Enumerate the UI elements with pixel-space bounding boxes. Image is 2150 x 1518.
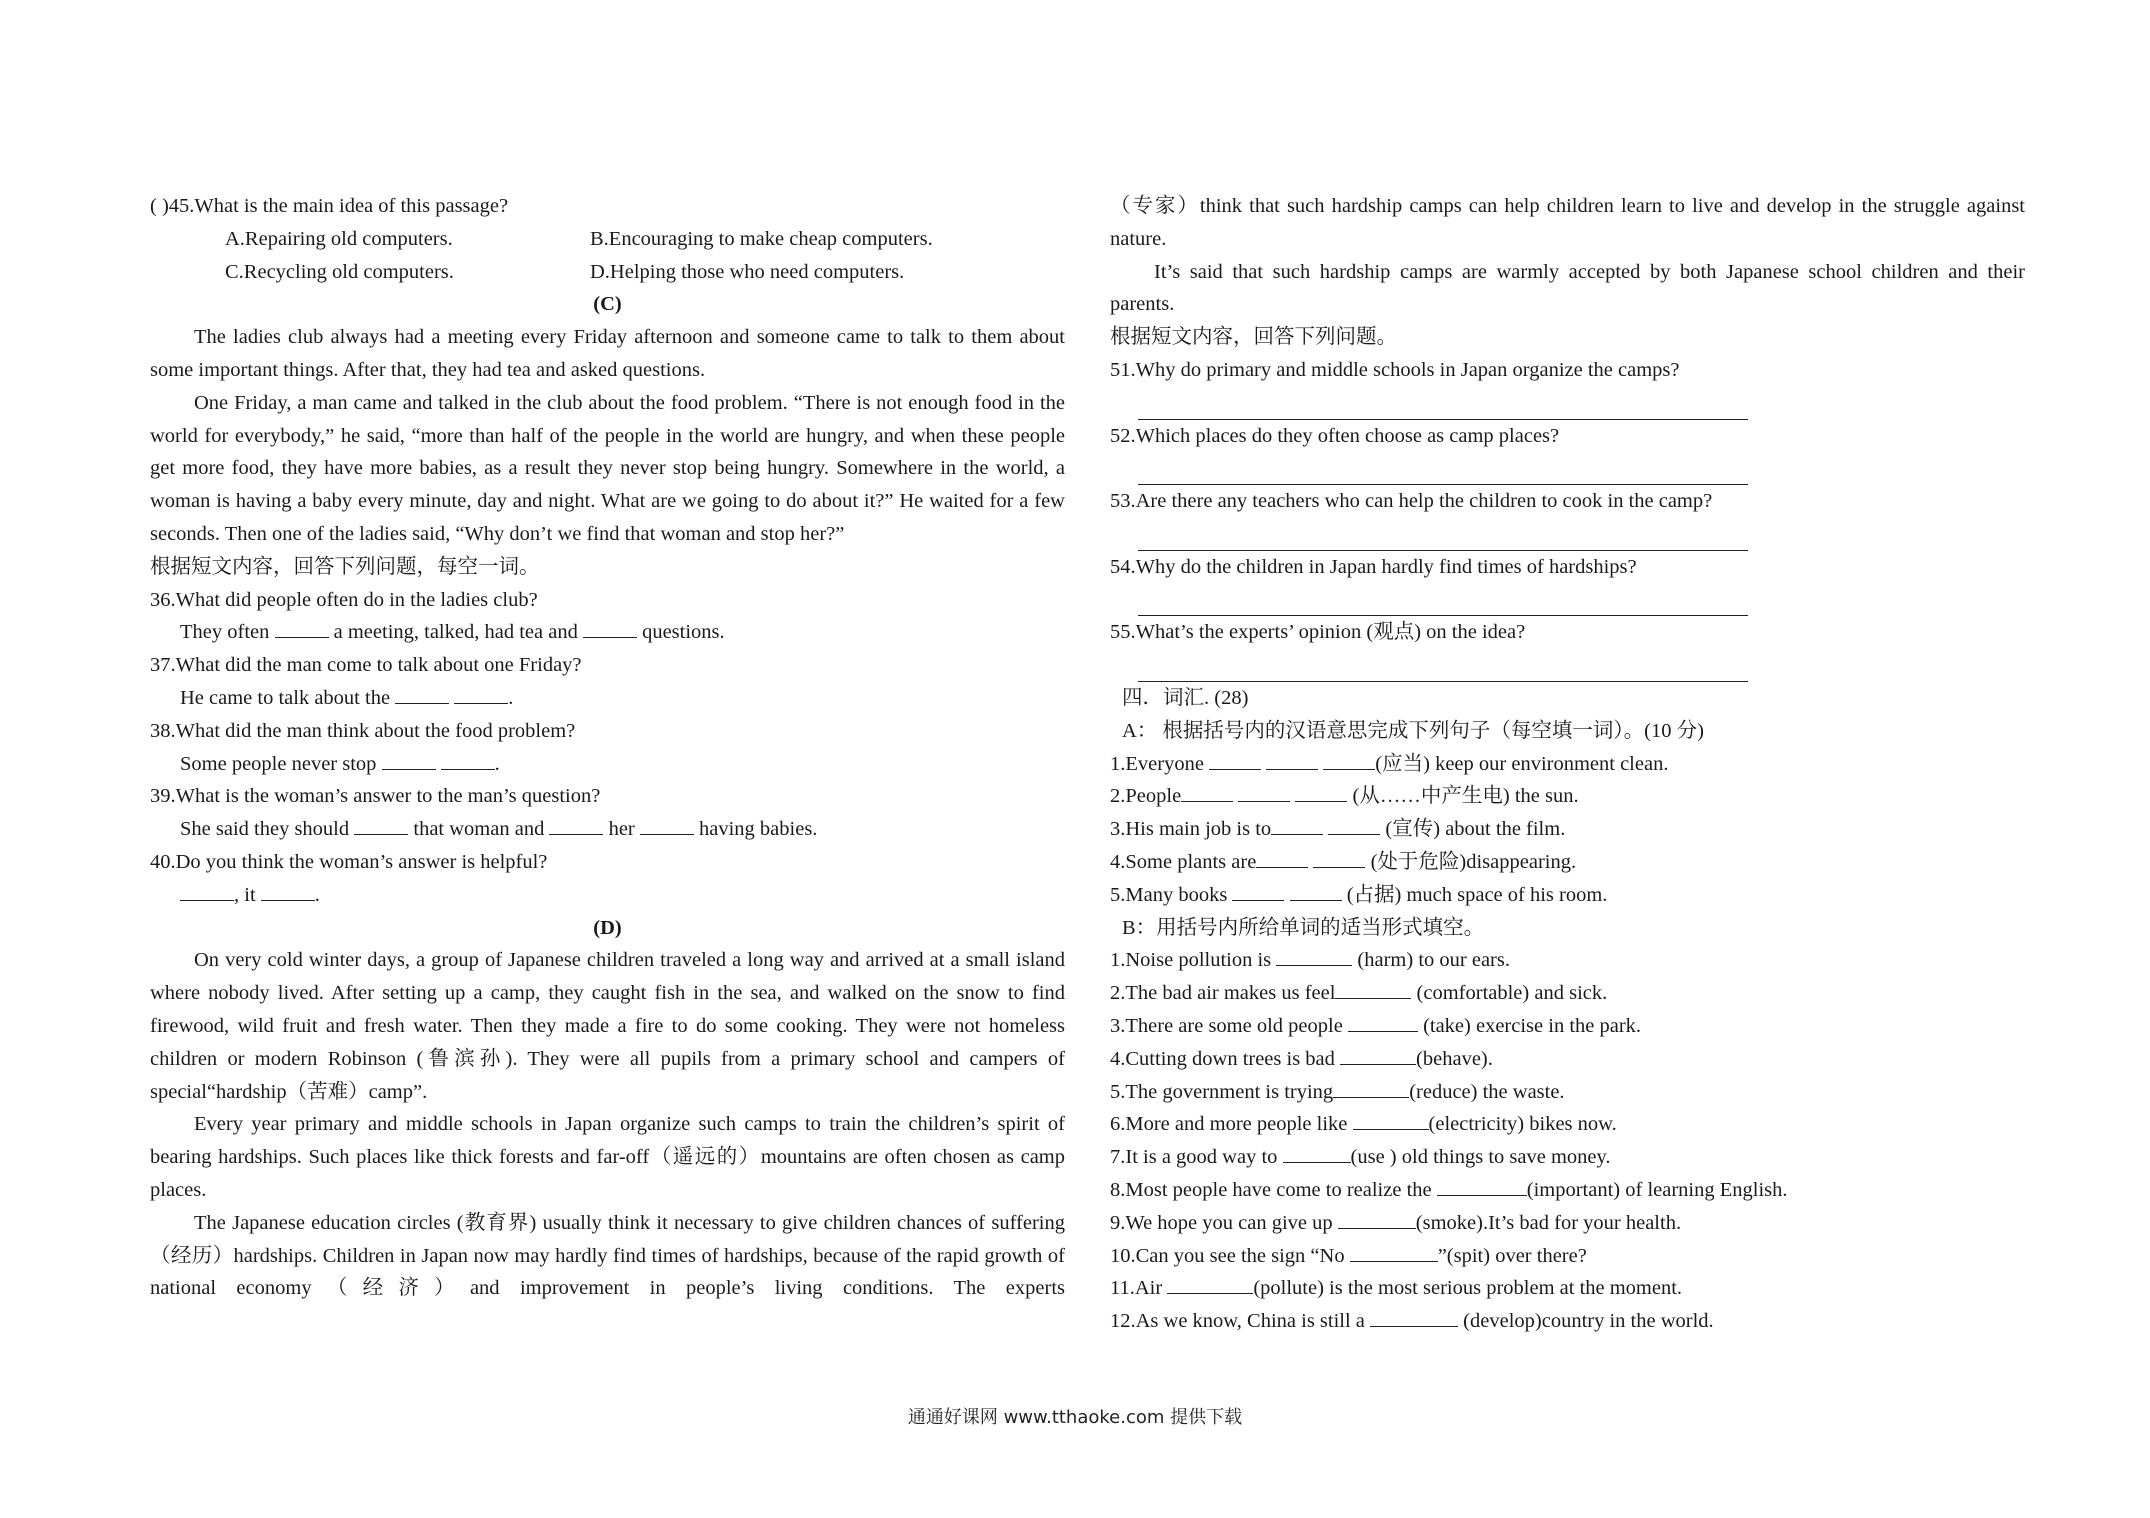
vocab-a-1-blank-3[interactable] (1323, 751, 1375, 770)
answer-line-55[interactable] (1138, 649, 1748, 682)
q45-option-b: B.Encouraging to make cheap computers. (590, 227, 933, 250)
vocab-a-1-blank-2[interactable] (1266, 751, 1318, 770)
q45-options (150, 223, 1065, 289)
vocab-a-1-text-1: 1.Everyone (1110, 752, 1204, 775)
passage-d-paragraph-3: The Japanese education circles (教育界) usually think it necessary to give children chances of suffering（经历）hardships. Children in Japan now may hardly find times of hardships, because of the rapid growth of national economy（经济）and improvement in people’s living conditions. The experts (150, 1211, 1065, 1300)
vocab-b-8-text-2: (important) of learning English. (1526, 1178, 1788, 1201)
vocab-a-3-text-2: (宣传) about the film. (1385, 818, 1566, 841)
answer-40-text-1: , it (234, 883, 256, 906)
answer-line-52[interactable] (1138, 452, 1748, 485)
vocab-b-11-text-2: (pollute) is the most serious problem at the moment. (1253, 1277, 1683, 1300)
question-52: 52.Which places do they often choose as camp places? (1110, 424, 1560, 447)
passage-c-instructions: 根据短文内容，回答下列问题，每空一词。 (150, 555, 540, 578)
vocab-a-4-text-1: 4.Some plants are (1110, 850, 1257, 873)
answer-39-blank-3[interactable] (640, 816, 694, 835)
vocab-b-3 (1110, 1010, 2025, 1043)
vocab-a-2-text-2: (从……中产生电) the sun. (1352, 785, 1579, 808)
passage-d-instructions: 根据短文内容，回答下列问题。 (1110, 326, 1397, 349)
vocab-b-6-text-1: 6.More and more people like (1110, 1113, 1348, 1136)
answer-38-blank-2[interactable] (441, 751, 495, 770)
vocab-b-10-text-1: 10.Can you see the sign “No (1110, 1244, 1345, 1267)
vocab-b-8-blank[interactable] (1437, 1177, 1527, 1196)
vocab-a-2-text-1: 2.People (1110, 785, 1182, 808)
vocab-a-3-blank-1[interactable] (1271, 816, 1323, 835)
vocab-b-2-blank[interactable] (1335, 980, 1411, 999)
answer-39-text-3: her (608, 818, 635, 841)
vocab-b-5-blank[interactable] (1333, 1079, 1409, 1098)
vocab-b-5-text-2: (reduce) the waste. (1409, 1080, 1565, 1103)
answer-37-blank-2[interactable] (454, 685, 508, 704)
vocab-a-5-blank-2[interactable] (1290, 882, 1342, 901)
section-c-heading: (C) (593, 293, 622, 316)
vocab-b-11-text-1: 11.Air (1110, 1277, 1163, 1300)
question-38: 38.What did the man think about the food problem? (150, 719, 576, 742)
q45-stem: ( )45.What is the main idea of this passage? (150, 195, 509, 217)
vocab-a-5-blank-1[interactable] (1232, 882, 1284, 901)
vocab-a-1 (1110, 748, 2025, 781)
vocab-a-3-blank-2[interactable] (1328, 816, 1380, 835)
vocab-b-7 (1110, 1141, 2025, 1174)
vocab-a-4-blank-2[interactable] (1313, 849, 1365, 868)
vocab-a-3 (1110, 813, 2025, 846)
answer-line-54[interactable] (1138, 584, 1748, 617)
vocab-b-12 (1110, 1305, 2025, 1338)
question-55: 55.What’s the experts’ opinion (观点) on the idea? (1110, 621, 1526, 644)
vocab-b-9-text-1: 9.We hope you can give up (1110, 1211, 1333, 1234)
question-40: 40.Do you think the woman’s answer is helpful? (150, 850, 548, 873)
answer-39-blank-1[interactable] (354, 816, 408, 835)
vocab-a-2-blank-3[interactable] (1295, 783, 1347, 802)
vocab-a-4 (1110, 846, 2025, 879)
passage-c-paragraph-2: One Friday, a man came and talked in the club about the food problem. “There is not enough food in the world for everybody,” he said, “more than half of the people in the world are hungry, and when these people get more food, they have more babies, as a result they never stop being hungry. Somewhere in the world, a woman is having a baby every minute, day and night. What are we going to do about it?” He waited for a few seconds. Then one of the ladies said, “Why don’t we find that woman and stop her?” (150, 391, 1065, 545)
answer-38-blank-1[interactable] (382, 751, 436, 770)
answer-39-text-4: having babies. (699, 818, 818, 841)
q45-option-d: D.Helping those who need computers. (590, 260, 905, 283)
answer-39-text-1: She said they should (180, 818, 350, 841)
vocab-b-12-blank[interactable] (1370, 1308, 1458, 1327)
answer-36-blank-2[interactable] (583, 619, 637, 638)
question-36: 36.What did people often do in the ladies club? (150, 588, 538, 611)
vocab-b-2-text-2: (comfortable) and sick. (1416, 982, 1608, 1005)
answer-40-blank-2[interactable] (261, 882, 315, 901)
question-37: 37.What did the man come to talk about one Friday? (150, 654, 582, 677)
vocab-b-5-text-1: 5.The government is trying (1110, 1080, 1334, 1103)
vocab-b-1 (1110, 944, 2025, 977)
answer-38: Some people never stop . (180, 752, 500, 775)
page-footer: 通通好课网 www.tthaoke.com 提供下载 (907, 1407, 1243, 1428)
answer-line-53[interactable] (1138, 518, 1748, 551)
vocab-b-10-blank[interactable] (1350, 1243, 1438, 1262)
vocab-b-2-text-1: 2.The bad air makes us feel (1110, 982, 1336, 1005)
vocab-b-4-text-1: 4.Cutting down trees is bad (1110, 1047, 1335, 1070)
answer-40-blank-1[interactable] (180, 882, 234, 901)
question-39: 39.What is the woman’s answer to the man’s question? (150, 785, 601, 808)
vocab-a-2-blank-2[interactable] (1238, 783, 1290, 802)
vocab-b-3-blank[interactable] (1348, 1013, 1418, 1032)
vocab-a-5 (1110, 879, 2025, 912)
right-column (1110, 190, 2025, 1338)
q45-option-a: A.Repairing old computers. (225, 227, 453, 250)
answer-37-text-1: He came to talk about the (180, 686, 391, 709)
vocab-b-9 (1110, 1207, 2025, 1240)
vocab-b-11 (1110, 1272, 2025, 1305)
q45-option-c: C.Recycling old computers. (225, 260, 454, 283)
vocab-a-1-text-2: (应当) keep our environment clean. (1375, 752, 1669, 775)
part-a-instructions: A： 根据括号内的汉语意思完成下列句子（每空填一词）。(10 分) (1122, 719, 1704, 742)
vocab-b-4-blank[interactable] (1340, 1046, 1416, 1065)
answer-36-blank-1[interactable] (275, 619, 329, 638)
vocab-b-5 (1110, 1076, 2025, 1109)
vocab-b-3-text-2: (take) exercise in the park. (1423, 1014, 1642, 1037)
vocab-b-12-text-1: 12.As we know, China is still a (1110, 1310, 1365, 1333)
passage-c-paragraph-1: The ladies club always had a meeting every Friday afternoon and someone came to talk to them about some important things. After that, they had tea and asked questions. (150, 326, 1065, 381)
vocab-a-4-blank-1[interactable] (1256, 849, 1308, 868)
answer-40: , it . (150, 879, 1065, 912)
vocab-b-8 (1110, 1174, 2025, 1207)
passage-d-paragraph-2: Every year primary and middle schools in Japan organize such camps to train the children’s spirit of bearing hardships. Such places like thick forests and far-off（遥远的）mountains are often chosen as camp places. (150, 1113, 1065, 1201)
answer-39 (150, 813, 1065, 846)
vocab-b-9-blank[interactable] (1338, 1210, 1416, 1229)
part-b-instructions: B：用括号内所给单词的适当形式填空。 (1122, 916, 1485, 939)
vocab-b-4-text-2: (behave). (1416, 1047, 1493, 1070)
vocab-a-1-blank-1[interactable] (1209, 751, 1261, 770)
vocab-b-7-text-1: 7.It is a good way to (1110, 1146, 1278, 1169)
vocab-b-7-text-2: (use ) old things to save money. (1350, 1146, 1611, 1169)
question-53: 53.Are there any teachers who can help the children to cook in the camp? (1110, 490, 1713, 513)
vocab-a-5-text-2: (占据) much space of his room. (1346, 883, 1608, 906)
vocab-b-6 (1110, 1108, 2025, 1141)
answer-39-blank-2[interactable] (549, 816, 603, 835)
vocab-b-1-text-2: (harm) to our ears. (1357, 949, 1510, 972)
question-54: 54.Why do the children in Japan hardly find times of hardships? (1110, 555, 1637, 578)
passage-d-paragraph-1: On very cold winter days, a group of Japanese children traveled a long way and arrived at a small island where nobody lived. After setting up a camp, they caught fish in the sea, and walked on the snow to find firewood, wild fruit and fresh water. Then they made a fire to do some cooking. They were not homeless children or modern Robinson (鲁滨孙). They were all pupils from a primary school and campers of special“hardship（苦难）camp”. (150, 949, 1065, 1103)
vocab-a-2 (1110, 780, 2025, 813)
vocab-b-12-text-2: (develop)country in the world. (1463, 1310, 1714, 1333)
vocab-b-10-text-2: ”(spit) over there? (1437, 1244, 1587, 1267)
answer-36-text-1: They often (180, 621, 270, 644)
vocab-a-5-text-1: 5.Many books (1110, 883, 1228, 906)
vocab-b-10 (1110, 1240, 2025, 1273)
section-d-heading: (D) (593, 916, 622, 939)
answer-36 (150, 616, 1065, 649)
vocab-b-3-text-1: 3.There are some old people (1110, 1014, 1343, 1037)
vocab-b-4 (1110, 1043, 2025, 1076)
answer-37-blank-1[interactable] (395, 685, 449, 704)
answer-36-text-2: a meeting, talked, had tea and (333, 621, 578, 644)
vocab-a-3-text-1: 3.His main job is to (1110, 818, 1272, 841)
answer-36-text-3: questions. (642, 621, 725, 644)
section-4-heading: 四．词汇. (28) (1122, 686, 1249, 709)
answer-37: He came to talk about the . (180, 686, 514, 709)
vocab-b-7-blank[interactable] (1283, 1144, 1351, 1163)
vocab-b-6-text-2: (electricity) bikes now. (1428, 1113, 1617, 1136)
vocab-a-2-blank-1[interactable] (1181, 783, 1233, 802)
left-column (150, 190, 1065, 1305)
vocab-b-1-blank[interactable] (1276, 947, 1352, 966)
vocab-b-8-text-1: 8.Most people have come to realize the (1110, 1178, 1432, 1201)
question-51: 51.Why do primary and middle schools in Japan organize the camps? (1110, 358, 1680, 381)
passage-d-paragraph-4: It’s said that such hardship camps are warmly accepted by both Japanese school children and their parents. (1110, 260, 2025, 316)
vocab-b-9-text-2: (smoke).It’s bad for your health. (1415, 1211, 1682, 1234)
passage-d-continued: （专家）think that such hardship camps can help children learn to live and develop in the struggle against nature. (1110, 195, 2025, 250)
vocab-a-4-text-2: (处于危险)disappearing. (1370, 850, 1577, 873)
vocab-b-1-text-1: 1.Noise pollution is (1110, 949, 1272, 972)
vocab-b-11-blank[interactable] (1167, 1275, 1253, 1294)
vocab-b-2 (1110, 977, 2025, 1010)
vocab-b-6-blank[interactable] (1353, 1111, 1429, 1130)
answer-38-text-1: Some people never stop (180, 752, 377, 775)
answer-39-text-2: that woman and (413, 818, 545, 841)
answer-line-51[interactable] (1138, 387, 1748, 420)
